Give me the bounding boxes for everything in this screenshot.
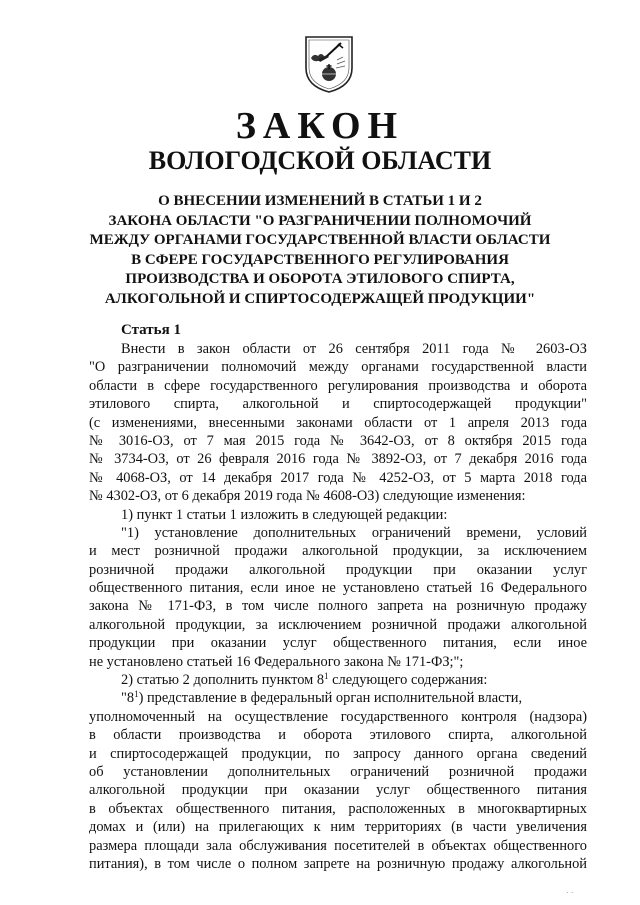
body-line: этилового спирта, алкогольной и спиртосодержащей продукции" xyxy=(89,396,587,413)
article-title: Статья 1 xyxy=(121,322,181,338)
body-text: следующего содержания: xyxy=(328,672,488,689)
body-line: и спиртосодержащей продукции, по запросу данного органа сведений xyxy=(89,745,587,762)
body-text: 2) статью 2 дополнить пунктом 8 xyxy=(121,672,325,689)
body-line: в объектах общественного питания, расположенных в многоквартирных xyxy=(89,800,587,817)
body-line: "1) установление дополнительных ограничений времени, условий xyxy=(121,524,587,541)
body-line: домах и (или) на прилегающих к ним территориях (в части увеличения xyxy=(89,819,587,836)
body-line: общественного питания, если иное не установлено статьей 16 Федерального xyxy=(89,580,587,597)
heading-line: МЕЖДУ ОРГАНАМИ ГОСУДАРСТВЕННОЙ ВЛАСТИ ОБЛАСТИ xyxy=(89,232,551,249)
body-line: алкогольной продукции при оказании услуг общественного питания xyxy=(89,782,587,799)
body-line xyxy=(89,689,587,707)
region-subtitle: ВОЛОГОДСКОЙ ОБЛАСТИ xyxy=(148,146,492,175)
heading-line: ЗАКОНА ОБЛАСТИ "О РАЗГРАНИЧЕНИИ ПОЛНОМОЧИЙ xyxy=(108,212,532,229)
body-line: 1) пункт 1 статьи 1 изложить в следующей редакции: xyxy=(121,506,448,523)
body-line: (с изменениями, внесенными законами области от 1 апреля 2013 года xyxy=(89,414,587,431)
body-line: и мест розничной продажи алкогольной продукции, за исключением xyxy=(89,543,587,560)
body-line: размера площади зала обслуживания посетителей в объектах общественного xyxy=(89,837,587,854)
body-line xyxy=(89,671,587,689)
body-line: № 4068-ОЗ, от 14 декабря 2017 года № 4252-ОЗ, от 5 марта 2018 года xyxy=(89,469,587,486)
body-line: продукции при оказании услуг общественного питания, если иное xyxy=(89,635,587,652)
superscript: 1 xyxy=(134,689,139,700)
superscript: 1 xyxy=(324,671,329,682)
body-line: области в сфере государственного регулирования производства и оборота xyxy=(89,377,587,394)
body-text: "8 xyxy=(121,690,135,707)
body-line: № 3016-ОЗ, от 7 мая 2015 года № 3642-ОЗ, от 8 октября 2015 года xyxy=(89,432,587,449)
body-line: № 4302-ОЗ, от 6 декабря 2019 года № 4608-ОЗ) следующие изменения: xyxy=(89,488,526,505)
body-line: закона № 171-ФЗ, в том числе полного запрета на розничную продажу xyxy=(89,598,587,615)
law-title: ЗАКОН xyxy=(235,105,405,147)
heading-line: О ВНЕСЕНИИ ИЗМЕНЕНИЙ В СТАТЬИ 1 И 2 xyxy=(158,193,482,209)
heading-line: АЛКОГОЛЬНОЙ И СПИРТОСОДЕРЖАЩЕЙ ПРОДУКЦИИ" xyxy=(104,290,536,307)
body-line: об установлении дополнительных ограничений розничной продажи xyxy=(89,763,587,780)
law-heading xyxy=(60,192,580,310)
body-line: розничной продажи алкогольной продукции при оказании услуг xyxy=(89,561,587,578)
coat-of-arms-emblem xyxy=(303,34,355,94)
body-line: алкогольной продукции, за исключением розничной продажи алкогольной xyxy=(89,616,587,633)
body-line: в области производства и оборота этилового спирта, алкогольной xyxy=(89,727,587,744)
heading-line: В СФЕРЕ ГОСУДАРСТВЕННОГО РЕГУЛИРОВАНИЯ xyxy=(131,251,509,268)
body-line: уполномоченный на осуществление государственного контроля (надзора) xyxy=(89,708,587,725)
body-line: Внести в закон области от 26 сентября 2011 года № 2603-ОЗ xyxy=(121,341,587,357)
page-mark: · · xyxy=(566,888,574,897)
body-line: № 3734-ОЗ, от 26 февраля 2016 года № 3892-ОЗ, от 7 декабря 2016 года xyxy=(89,451,587,468)
body-text: ) представление в федеральный орган исполнительной власти, xyxy=(138,690,523,707)
body-line: питания), в том числе о полном запрете на розничную продажу алкогольной xyxy=(89,855,587,872)
article-body xyxy=(89,340,587,873)
body-line: не установлено статьей 16 Федерального закона № 171-ФЗ;"; xyxy=(89,653,464,670)
heading-line: ПРОИЗВОДСТВА И ОБОРОТА ЭТИЛОВОГО СПИРТА, xyxy=(125,271,515,288)
body-line: "О разграничении полномочий между органами государственной власти xyxy=(89,359,587,376)
